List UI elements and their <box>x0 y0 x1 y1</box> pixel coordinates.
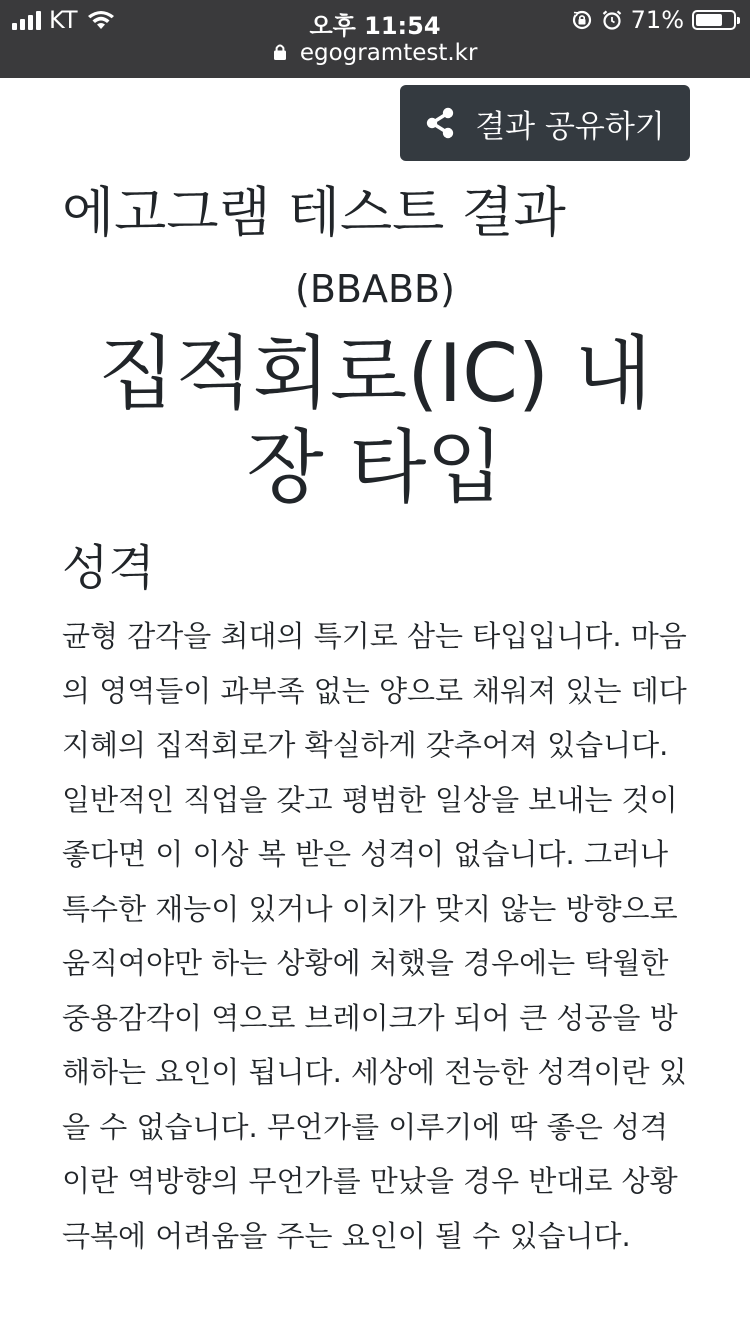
page-title: 에고그램 테스트 결과 <box>62 181 566 244</box>
battery-percent: 71% <box>630 6 684 34</box>
battery-icon <box>692 10 736 30</box>
share-result-button[interactable] <box>400 85 690 161</box>
result-type-name: 집적회로(IC) 내장 타입 <box>98 327 652 514</box>
personality-description: 균형 감각을 최대의 특기로 삼는 타입입니다. 마음의 영역들이 과부족 없는 양으로 채워져 있는 데다 지혜의 집적회로가 확실하게 갖추어져 있습니다. 일반적인 직업을 갖고 평범한 일상을 보내는 것이 좋다면 이 이상 복 받은 성격이 없습니다. 그러나 특수한 재능이 있거나 이치가 맞지 않는 방향으로 움직여야만 하는 상황에 처했을 경우에는 탁월한 중용감각이 역으로 브레이크가 되어 큰 성공을 방해하는 요인이 됩니다. 세상에 전능한 성격이란 있을 수 없습니다. 무언가를 이루기에 딱 좋은 성격이란 역방향의 무언가를 만났을 경우 반대로 상황극복에 어려움을 주는 요인이 될 수 있습니다. <box>62 619 687 1253</box>
status-right <box>571 6 736 34</box>
result-content <box>62 175 688 1263</box>
carrier-label: KT <box>49 6 78 34</box>
personality-heading: 성격 <box>62 540 155 596</box>
status-bar <box>0 0 750 78</box>
address-bar[interactable] <box>0 40 750 66</box>
battery-fill <box>696 14 722 26</box>
url-text: egogramtest.kr <box>299 40 478 66</box>
lock-icon <box>273 43 287 61</box>
rotation-lock-icon <box>571 9 593 31</box>
share-icon <box>425 107 455 139</box>
alarm-icon <box>601 9 623 31</box>
share-button-label: 결과 공유하기 <box>475 108 665 145</box>
result-code: (BBABB) <box>295 267 455 311</box>
status-time: 오후 11:54 <box>309 12 441 40</box>
